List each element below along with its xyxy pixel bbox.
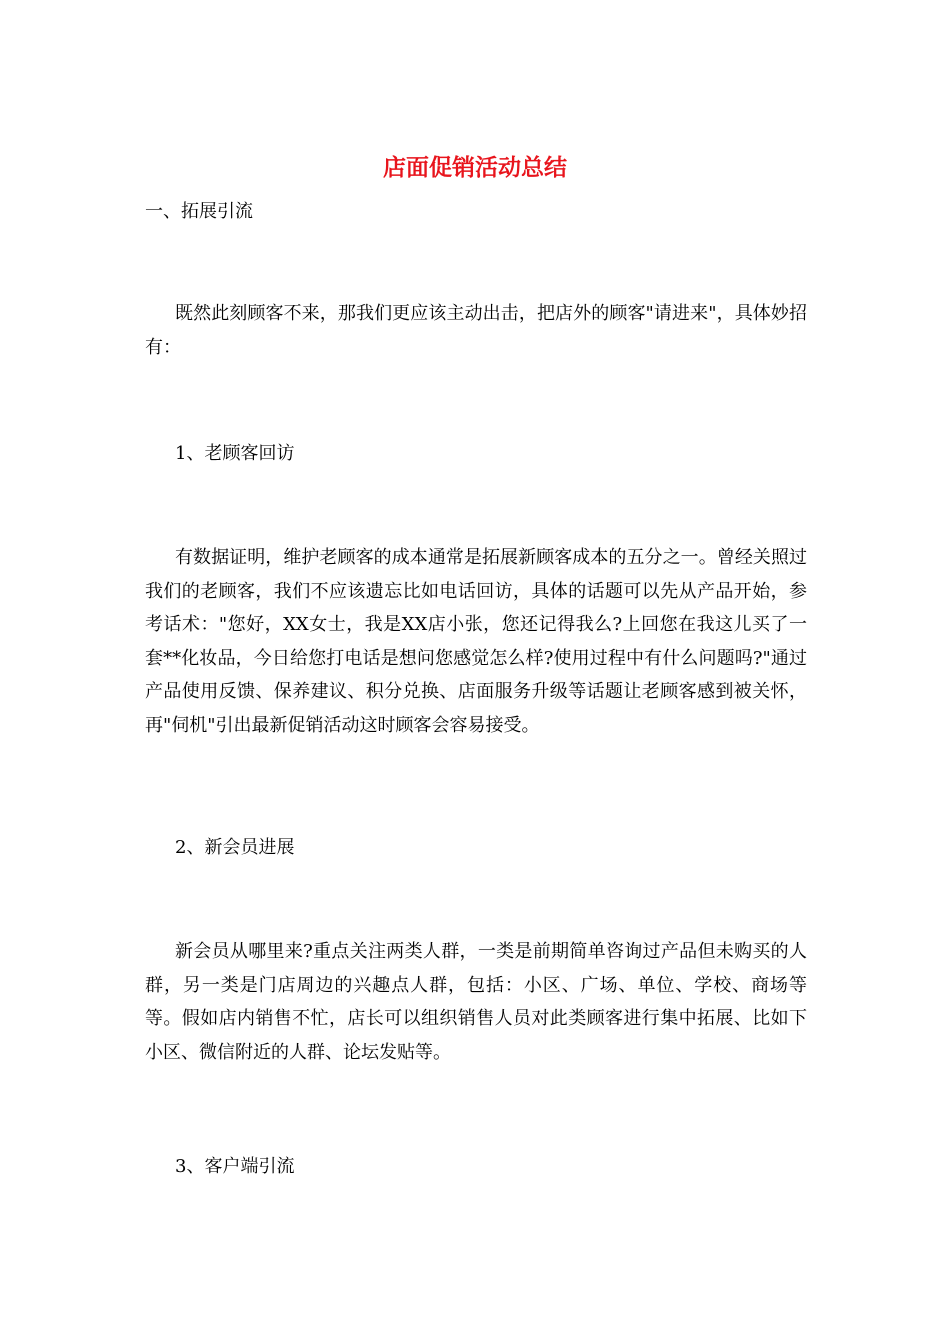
item-paragraph: 有数据证明，维护老顾客的成本通常是拓展新顾客成本的五分之一。曾经关照过我们的老顾客，我们不应该遗忘比如电话回访，具体的话题可以先从产品开始，参考话术："您好，XX女士，我是XX店小张，您还记得我么?上回您在我这儿买了一套**化妆品，今日给您打电话是想问您感觉怎么样?使用过程中有什么问题吗?"通过产品使用反馈、保养建议、积分兑换、店面服务升级等话题让老顾客感到被关怀，再"伺机"引出最新促销活动这时顾客会容易接受。: [145, 547, 807, 736]
item-heading: 2、新会员进展: [175, 837, 295, 858]
item-heading: 1、老顾客回访: [175, 443, 295, 464]
item-heading: 3、客户端引流: [175, 1156, 295, 1177]
section-heading: 一、拓展引流: [145, 201, 253, 222]
item-paragraph: 新会员从哪里来?重点关注两类人群，一类是前期简单咨询过产品但未购买的人群，另一类是门店周边的兴趣点人群，包括：小区、广场、单位、学校、商场等等。假如店内销售不忙，店长可以组织销售人员对此类顾客进行集中拓展、比如下小区、微信附近的人群、论坛发贴等。: [145, 941, 807, 1063]
document-title: 店面促销活动总结: [383, 154, 567, 181]
intro-paragraph: 既然此刻顾客不来，那我们更应该主动出击，把店外的顾客"请进来"，具体妙招有：: [145, 303, 807, 358]
